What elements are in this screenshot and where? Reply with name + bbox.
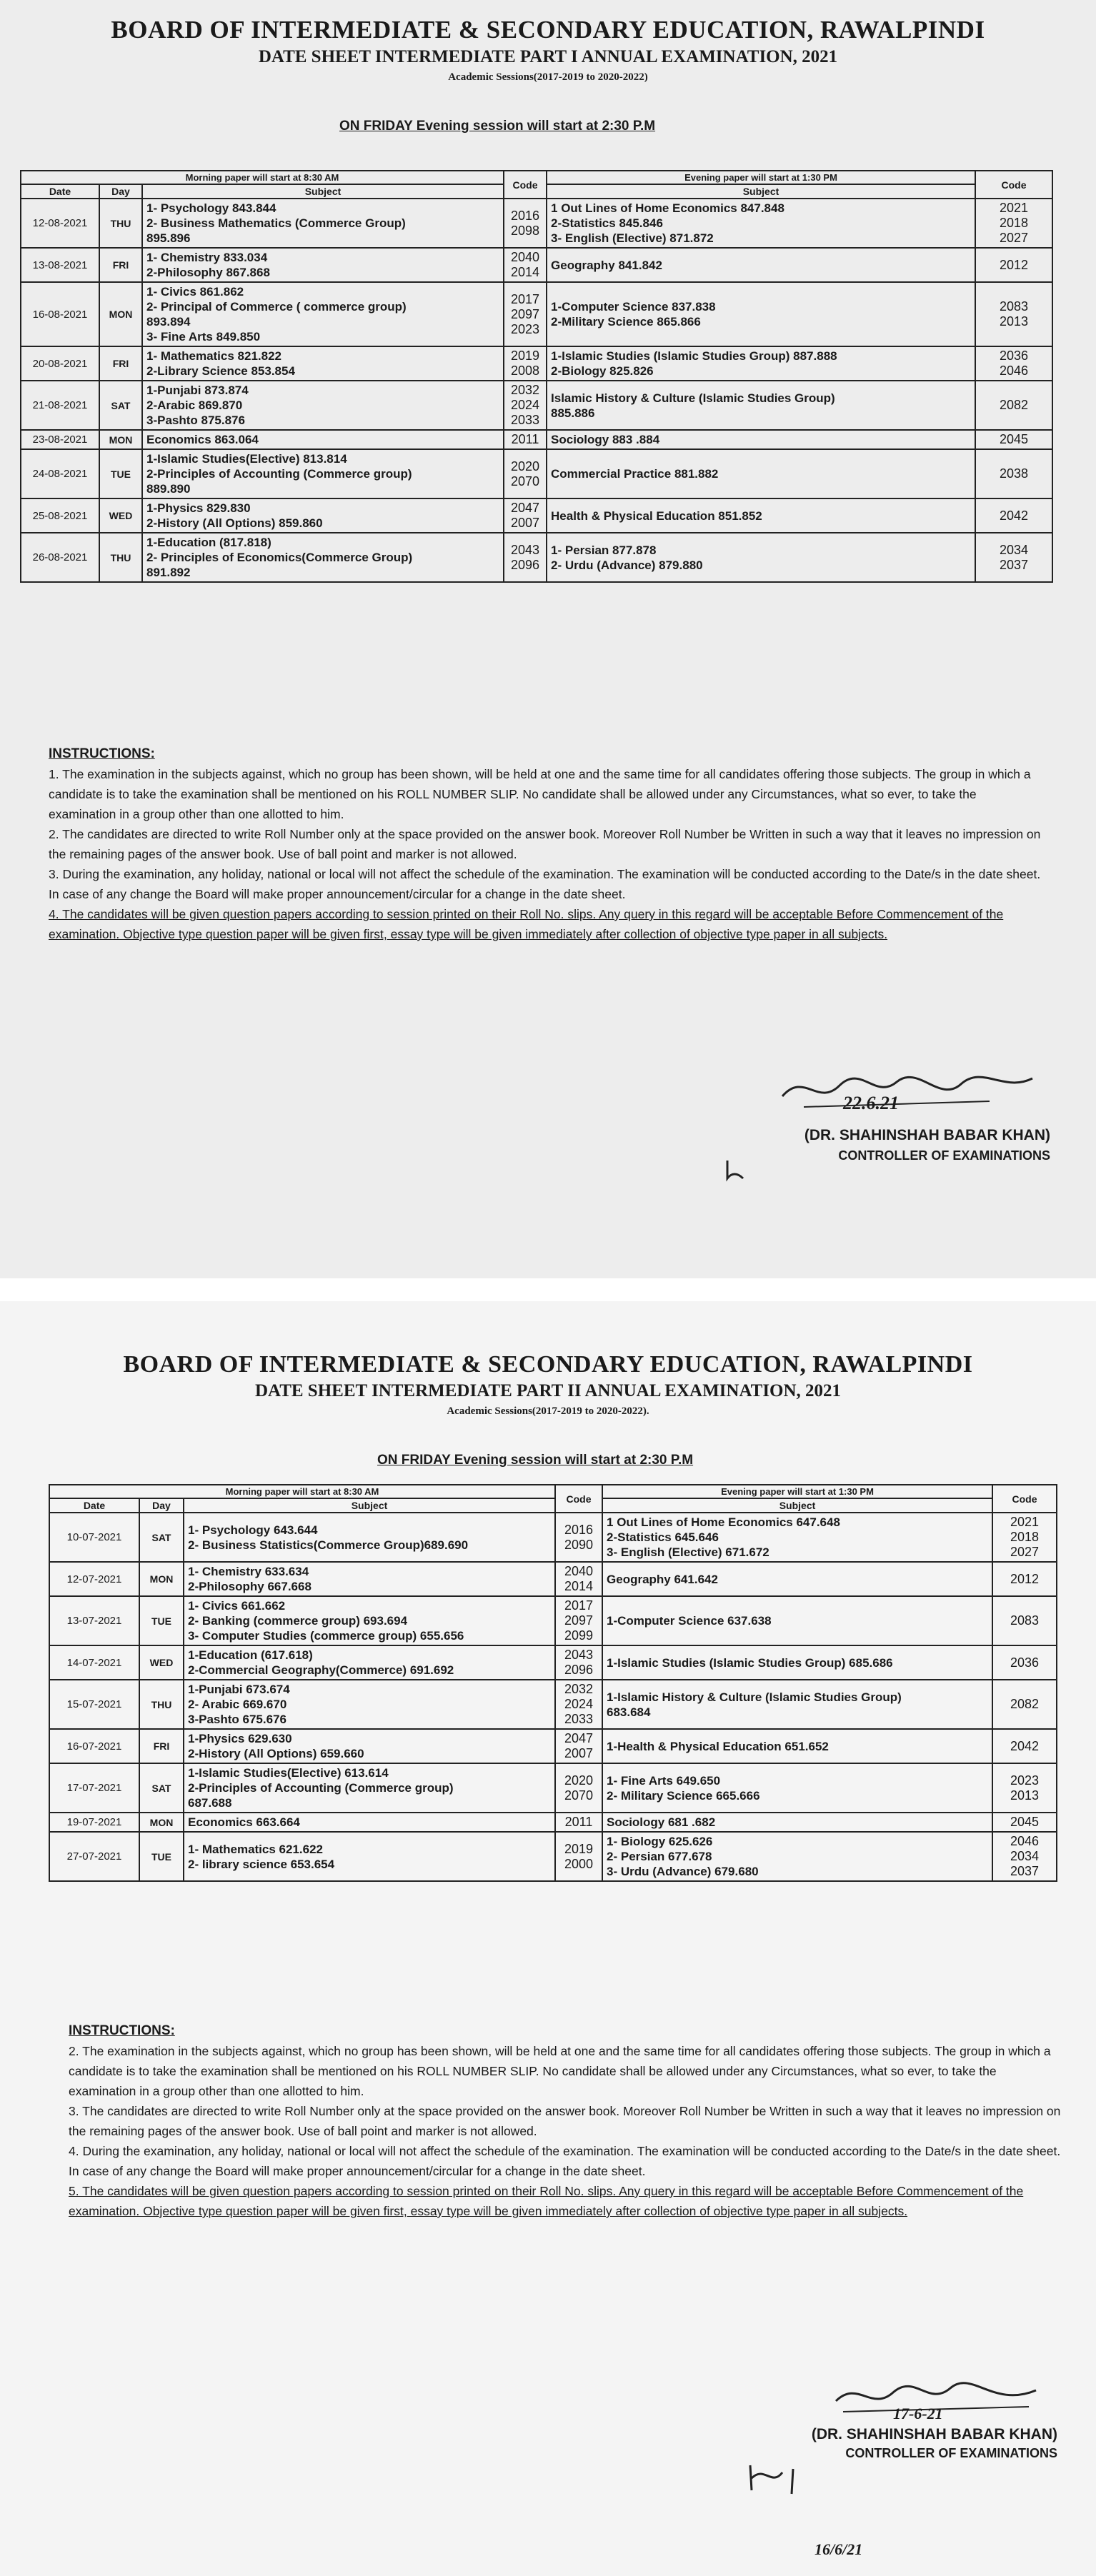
morning-subject: 1-Physics 629.630 2-History (All Options) 659.660 <box>184 1729 555 1763</box>
schedule-row <box>49 1596 1057 1645</box>
instruction-2: 2. The examination in the subjects against, which no group has been shown, will be held at one and the same time for all candidates offering those subjects. The group in which a candidate is to take the examination shall be mentioned on his ROLL NUMBER SLIP. No candidate shall be allowed under any Circumstances, what so ever, to take the examination in a group other than one allotted to him. <box>69 2044 1051 2098</box>
exam-date: 16-08-2021 <box>21 282 99 346</box>
exam-date: 19-07-2021 <box>49 1813 139 1832</box>
exam-day: SAT <box>139 1763 184 1813</box>
morning-code: 2020 2070 <box>504 449 547 498</box>
evening-subject: 1 Out Lines of Home Economics 647.648 2-Statistics 645.646 3- English (Elective) 671.672 <box>602 1513 992 1562</box>
morning-code: 2047 2007 <box>504 498 547 533</box>
controller-title: CONTROLLER OF EXAMINATIONS <box>838 1148 1050 1163</box>
board-heading: BOARD OF INTERMEDIATE & SECONDARY EDUCATION, RAWALPINDI <box>123 1351 973 1378</box>
schedule-row <box>21 498 1052 533</box>
academic-sessions: Academic Sessions(2017-2019 to 2020-2022). <box>447 1405 649 1417</box>
exam-date: 15-07-2021 <box>49 1680 139 1729</box>
exam-date: 27-07-2021 <box>49 1832 139 1881</box>
exam-date: 26-08-2021 <box>21 533 99 582</box>
evening-code: 2034 2037 <box>975 533 1052 582</box>
morning-code: 2047 2007 <box>555 1729 602 1763</box>
exam-date: 21-08-2021 <box>21 381 99 430</box>
instruction-3: 3. The candidates are directed to write Roll Number only at the space provided on the answer book. Moreover Roll Number be Written in such a way that it leaves no impression on the remaining pages of the answer book. Use of ball point and marker is not allowed. <box>69 2104 1061 2138</box>
morning-code-header: Code <box>504 171 547 199</box>
evening-code: 2082 <box>992 1680 1057 1729</box>
date-sheet-part-2 <box>0 1301 1096 2576</box>
evening-subject: Sociology 883 .884 <box>547 430 975 449</box>
evening-code: 2021 2018 2027 <box>992 1513 1057 1562</box>
schedule-row <box>49 1763 1057 1813</box>
schedule-row <box>21 381 1052 430</box>
exam-day: MON <box>139 1562 184 1596</box>
instructions <box>69 2021 1062 2221</box>
morning-code: 2040 2014 <box>504 248 547 282</box>
evening-subject: 1-Computer Science 637.638 <box>602 1596 992 1645</box>
schedule-row <box>49 1562 1057 1596</box>
page-gap <box>0 1278 1096 1301</box>
initials-mark <box>743 2458 829 2501</box>
evening-session-header: Evening paper will start at 1:30 PM <box>547 171 975 184</box>
instructions <box>49 744 1042 944</box>
date-sheet-title: DATE SHEET INTERMEDIATE PART I ANNUAL EXAMINATION, 2021 <box>258 47 838 66</box>
schedule-row <box>21 248 1052 282</box>
instruction-4: 4. During the examination, any holiday, national or local will not affect the schedule of the examination. The examination will be conducted according to the Date/s in the date sheet. In case of any change the Board will make proper announcement/circular for a change in the date sheet. <box>69 2144 1061 2178</box>
exam-day: WED <box>99 498 142 533</box>
board-heading: BOARD OF INTERMEDIATE & SECONDARY EDUCATION, RAWALPINDI <box>111 16 985 44</box>
morning-code: 2017 2097 2099 <box>555 1596 602 1645</box>
evening-subject: 1-Islamic History & Culture (Islamic Studies Group) 683.684 <box>602 1680 992 1729</box>
morning-subject: 1-Education (617.618) 2-Commercial Geography(Commerce) 691.692 <box>184 1645 555 1680</box>
exam-date: 17-07-2021 <box>49 1763 139 1813</box>
exam-day: MON <box>139 1813 184 1832</box>
schedule-row <box>21 199 1052 248</box>
schedule-row <box>21 346 1052 381</box>
evening-subject: 1- Persian 877.878 2- Urdu (Advance) 879.880 <box>547 533 975 582</box>
instruction-1: 1. The examination in the subjects against, which no group has been shown, will be held at one and the same time for all candidates offering those subjects. The group in which a candidate is to take the examination shall be mentioned on his ROLL NUMBER SLIP. No candidate shall be allowed under any Circumstances, what so ever, to take the examination in a group other than one allotted to him. <box>49 767 1031 821</box>
evening-subject-header: Subject <box>602 1498 992 1513</box>
exam-date: 23-08-2021 <box>21 430 99 449</box>
morning-code: 2019 2000 <box>555 1832 602 1881</box>
instruction-2: 2. The candidates are directed to write Roll Number only at the space provided on the answer book. Moreover Roll Number be Written in such a way that it leaves no impression on the remaining pages of the answer book. Use of ball point and marker is not allowed. <box>49 827 1041 861</box>
day-header: Day <box>99 184 142 199</box>
academic-sessions: Academic Sessions(2017-2019 to 2020-2022) <box>448 71 648 83</box>
exam-date: 13-08-2021 <box>21 248 99 282</box>
morning-session-header: Morning paper will start at 8:30 AM <box>49 1485 555 1498</box>
exam-day: THU <box>99 199 142 248</box>
exam-day: THU <box>139 1680 184 1729</box>
initials-date: 16/6/21 <box>814 2540 863 2558</box>
morning-subject: 1-Islamic Studies(Elective) 813.814 2-Principles of Accounting (Commerce group) 889.890 <box>142 449 504 498</box>
morning-subject: 1- Mathematics 621.622 2- library science 653.654 <box>184 1832 555 1881</box>
exam-date: 12-07-2021 <box>49 1562 139 1596</box>
evening-code: 2045 <box>975 430 1052 449</box>
evening-subject: 1-Health & Physical Education 651.652 <box>602 1729 992 1763</box>
exam-day: MON <box>99 282 142 346</box>
morning-subject: Economics 663.664 <box>184 1813 555 1832</box>
schedule-row <box>49 1813 1057 1832</box>
evening-subject: 1-Computer Science 837.838 2-Military Science 865.866 <box>547 282 975 346</box>
morning-code: 2019 2008 <box>504 346 547 381</box>
evening-subject: Geography 641.642 <box>602 1562 992 1596</box>
controller-name: (DR. SHAHINSHAH BABAR KHAN) <box>804 1127 1050 1143</box>
evening-code: 2042 <box>992 1729 1057 1763</box>
schedule-row <box>21 533 1052 582</box>
morning-subject: 1- Chemistry 833.034 2-Philosophy 867.868 <box>142 248 504 282</box>
exam-date: 20-08-2021 <box>21 346 99 381</box>
controller-title: CONTROLLER OF EXAMINATIONS <box>845 2446 1057 2460</box>
morning-session-header: Morning paper will start at 8:30 AM <box>21 171 504 184</box>
instruction-3: 3. During the examination, any holiday, national or local will not affect the schedule of the examination. The examination will be conducted according to the Date/s in the date sheet. In case of any change the Board will make proper announcement/circular for a change in the date sheet. <box>49 867 1041 901</box>
morning-subject: 1- Civics 861.862 2- Principal of Commerce ( commerce group) 893.894 3- Fine Arts 849.850 <box>142 282 504 346</box>
evening-code: 2083 <box>992 1596 1057 1645</box>
morning-subject: 1-Islamic Studies(Elective) 613.614 2-Principles of Accounting (Commerce group) 687.688 <box>184 1763 555 1813</box>
exam-day: WED <box>139 1645 184 1680</box>
exam-day: TUE <box>139 1596 184 1645</box>
evening-code-header: Code <box>975 171 1052 199</box>
evening-code: 2023 2013 <box>992 1763 1057 1813</box>
evening-subject: 1-Islamic Studies (Islamic Studies Group) 685.686 <box>602 1645 992 1680</box>
schedule-table <box>20 170 1053 583</box>
exam-day: FRI <box>139 1729 184 1763</box>
evening-subject: Islamic History & Culture (Islamic Studies Group) 885.886 <box>547 381 975 430</box>
exam-day: SAT <box>139 1513 184 1562</box>
signature-date: 22.6.21 <box>843 1093 899 1113</box>
morning-code: 2032 2024 2033 <box>555 1680 602 1729</box>
evening-subject: Health & Physical Education 851.852 <box>547 498 975 533</box>
date-header: Date <box>49 1498 139 1513</box>
morning-code: 2020 2070 <box>555 1763 602 1813</box>
schedule-row <box>49 1680 1057 1729</box>
evening-subject: 1-Islamic Studies (Islamic Studies Group) 887.888 2-Biology 825.826 <box>547 346 975 381</box>
morning-subject: Economics 863.064 <box>142 430 504 449</box>
date-sheet-part-1 <box>0 0 1096 1278</box>
controller-name: (DR. SHAHINSHAH BABAR KHAN) <box>811 2426 1057 2442</box>
evening-code: 2045 <box>992 1813 1057 1832</box>
instruction-5: 5. The candidates will be given question papers according to session printed on their Roll No. slips. Any query in this regard will be acceptable Before Commencement of the examination. Objective type question paper will be given first, essay type will be given immediately after collection of objective type paper in all subjects. <box>69 2184 1024 2218</box>
schedule-table <box>49 1484 1057 1882</box>
date-header: Date <box>21 184 99 199</box>
evening-subject: 1- Fine Arts 649.650 2- Military Science 665.666 <box>602 1763 992 1813</box>
exam-day: THU <box>99 533 142 582</box>
evening-subject: Commercial Practice 881.882 <box>547 449 975 498</box>
evening-code: 2046 2034 2037 <box>992 1832 1057 1881</box>
morning-subject: 1-Punjabi 673.674 2- Arabic 669.670 3-Pashto 675.676 <box>184 1680 555 1729</box>
controller-signature-block <box>643 1127 1050 1163</box>
morning-subject: 1-Punjabi 873.874 2-Arabic 869.870 3-Pashto 875.876 <box>142 381 504 430</box>
schedule-row <box>49 1645 1057 1680</box>
evening-code: 2012 <box>992 1562 1057 1596</box>
morning-subject: 1- Psychology 643.644 2- Business Statistics(Commerce Group)689.690 <box>184 1513 555 1562</box>
evening-subject: Sociology 681 .682 <box>602 1813 992 1832</box>
friday-notice: ON FRIDAY Evening session will start at 2:30 P.M <box>377 1453 694 1468</box>
morning-subject: 1-Education (817.818) 2- Principles of Economics(Commerce Group) 891.892 <box>142 533 504 582</box>
exam-date: 24-08-2021 <box>21 449 99 498</box>
instruction-4: 4. The candidates will be given question papers according to session printed on their Roll No. slips. Any query in this regard will be acceptable Before Commencement of the examination. Objective type question paper will be given first, essay type will be given immediately after collection of objective type paper in all subjects. <box>49 907 1004 941</box>
exam-date: 25-08-2021 <box>21 498 99 533</box>
exam-day: FRI <box>99 346 142 381</box>
signature-date: 17-6-21 <box>893 2405 943 2422</box>
schedule-row <box>21 282 1052 346</box>
morning-code-header: Code <box>555 1485 602 1513</box>
morning-subject: 1- Psychology 843.844 2- Business Mathematics (Commerce Group) 895.896 <box>142 199 504 248</box>
evening-subject: Geography 841.842 <box>547 248 975 282</box>
exam-day: MON <box>99 430 142 449</box>
evening-code-header: Code <box>992 1485 1057 1513</box>
controller-signature-block <box>629 2426 1057 2461</box>
morning-code: 2017 2097 2023 <box>504 282 547 346</box>
evening-code: 2083 2013 <box>975 282 1052 346</box>
exam-day: FRI <box>99 248 142 282</box>
evening-code: 2082 <box>975 381 1052 430</box>
schedule-row <box>21 449 1052 498</box>
evening-subject-header: Subject <box>547 184 975 199</box>
evening-code: 2038 <box>975 449 1052 498</box>
exam-date: 12-08-2021 <box>21 199 99 248</box>
morning-code: 2040 2014 <box>555 1562 602 1596</box>
day-header: Day <box>139 1498 184 1513</box>
schedule-row <box>49 1513 1057 1562</box>
morning-subject: 1-Physics 829.830 2-History (All Options) 859.860 <box>142 498 504 533</box>
morning-code: 2043 2096 <box>555 1645 602 1680</box>
evening-code: 2036 2046 <box>975 346 1052 381</box>
morning-code: 2016 2090 <box>555 1513 602 1562</box>
evening-code: 2042 <box>975 498 1052 533</box>
evening-code: 2021 2018 2027 <box>975 199 1052 248</box>
evening-subject: 1- Biology 625.626 2- Persian 677.678 3- Urdu (Advance) 679.680 <box>602 1832 992 1881</box>
exam-date: 10-07-2021 <box>49 1513 139 1562</box>
instructions-title: INSTRUCTIONS: <box>49 746 155 761</box>
morning-subject: 1- Chemistry 633.634 2-Philosophy 667.668 <box>184 1562 555 1596</box>
morning-code: 2011 <box>504 430 547 449</box>
evening-code: 2036 <box>992 1645 1057 1680</box>
morning-subject-header: Subject <box>142 184 504 199</box>
morning-subject: 1- Mathematics 821.822 2-Library Science 853.854 <box>142 346 504 381</box>
evening-subject: 1 Out Lines of Home Economics 847.848 2-Statistics 845.846 3- English (Elective) 871.872 <box>547 199 975 248</box>
exam-date: 14-07-2021 <box>49 1645 139 1680</box>
evening-code: 2012 <box>975 248 1052 282</box>
exam-date: 13-07-2021 <box>49 1596 139 1645</box>
morning-subject-header: Subject <box>184 1498 555 1513</box>
morning-code: 2032 2024 2033 <box>504 381 547 430</box>
exam-day: SAT <box>99 381 142 430</box>
schedule-row <box>21 430 1052 449</box>
date-sheet-title: DATE SHEET INTERMEDIATE PART II ANNUAL EXAMINATION, 2021 <box>254 1381 842 1400</box>
evening-session-header: Evening paper will start at 1:30 PM <box>602 1485 992 1498</box>
schedule-row <box>49 1832 1057 1881</box>
morning-code: 2011 <box>555 1813 602 1832</box>
morning-code: 2043 2096 <box>504 533 547 582</box>
instructions-title: INSTRUCTIONS: <box>69 2023 175 2038</box>
exam-date: 16-07-2021 <box>49 1729 139 1763</box>
schedule-row <box>49 1729 1057 1763</box>
friday-notice: ON FRIDAY Evening session will start at 2:30 P.M <box>339 119 656 134</box>
morning-subject: 1- Civics 661.662 2- Banking (commerce group) 693.694 3- Computer Studies (commerce group) 655.656 <box>184 1596 555 1645</box>
morning-code: 2016 2098 <box>504 199 547 248</box>
exam-day: TUE <box>99 449 142 498</box>
exam-day: TUE <box>139 1832 184 1881</box>
